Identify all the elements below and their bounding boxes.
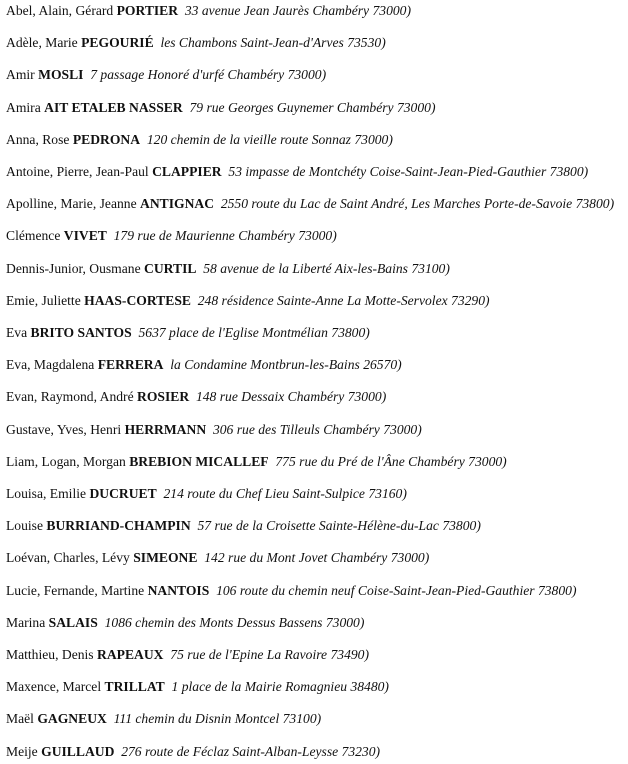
given-names: Gustave, Yves, Henri (6, 421, 122, 437)
given-names: Eva, Magdalena (6, 357, 95, 373)
given-names: Eva (6, 325, 28, 340)
address: 214 route du Chef Lieu Saint-Sulpice 73160) (163, 486, 407, 501)
address: 53 impasse de Montchéty Coise-Saint-Jean-Pied-Gauthier 73800) (228, 164, 589, 179)
surname: SIMEONE (133, 550, 198, 566)
surname: AIT ETALEB NASSER (44, 99, 183, 115)
list-item (6, 548, 429, 568)
surname: PEDRONA (72, 131, 141, 147)
list-item (6, 645, 369, 665)
surname: HERRMANN (124, 421, 207, 437)
given-names: Meije (6, 743, 38, 759)
given-names: Marina (6, 614, 46, 630)
surname: BREBION MICALLEF (129, 453, 269, 469)
given-names: Louisa, Emilie (6, 486, 87, 501)
address: 2550 route du Lac de Saint André, Les Marches Porte-de-Savoie 73800) (220, 196, 615, 212)
address: 75 rue de l'Epine La Ravoire 73490) (170, 647, 369, 662)
surname: NANTOIS (147, 582, 210, 598)
address: la Condamine Montbrun-les-Bains 26570) (170, 357, 402, 373)
given-names: Maxence, Marcel (6, 679, 102, 695)
given-names: Matthieu, Denis (6, 647, 94, 662)
given-names: Abel, Alain, Gérard (6, 3, 114, 18)
address: 5637 place de l'Eglise Montmélian 73800) (138, 325, 370, 340)
surname: CURTIL (144, 260, 197, 276)
address: 111 chemin du Disnin Montcel 73100) (113, 711, 322, 727)
list-item (6, 452, 507, 472)
given-names: Clémence (6, 228, 61, 244)
list-item (6, 677, 389, 697)
list-item (6, 742, 380, 762)
surname: MOSLI (38, 67, 84, 83)
address: 276 route de Féclaz Saint-Alban-Leysse 73230) (121, 743, 381, 759)
surname: FERRERA (97, 357, 164, 373)
given-names: Adèle, Marie (6, 35, 78, 51)
address: 7 passage Honoré d'urfé Chambéry 73000) (90, 67, 327, 83)
address: 1086 chemin des Monts Dessus Bassens 73000) (104, 614, 365, 630)
list-item (6, 226, 337, 246)
given-names: Anna, Rose (6, 131, 70, 147)
address: 33 avenue Jean Jaurès Chambéry 73000) (184, 3, 411, 18)
address: 148 rue Dessaix Chambéry 73000) (195, 389, 387, 405)
address: 120 chemin de la vieille route Sonnaz 73000) (146, 131, 393, 147)
given-names: Apolline, Marie, Jeanne (6, 196, 137, 212)
address: 248 résidence Sainte-Anne La Motte-Servolex 73290) (197, 292, 490, 308)
address: 306 rue des Tilleuls Chambéry 73000) (212, 421, 422, 437)
list-item (6, 355, 402, 375)
surname: GAGNEUX (37, 711, 107, 727)
surname: ROSIER (137, 389, 190, 405)
list-item (6, 130, 393, 150)
given-names: Maël (6, 711, 34, 727)
surname: PORTIER (116, 3, 179, 18)
address: 775 rue du Pré de l'Âne Chambéry 73000) (275, 453, 507, 469)
surname: ANTIGNAC (140, 196, 215, 212)
list-item (6, 162, 588, 182)
surname: BRITO SANTOS (30, 325, 132, 340)
list-item (6, 33, 386, 53)
surname: BURRIAND-CHAMPIN (46, 518, 191, 534)
list-item (6, 516, 481, 536)
given-names: Lucie, Fernande, Martine (6, 582, 145, 598)
list-item (6, 194, 614, 214)
address: 58 avenue de la Liberté Aix-les-Bains 73100) (203, 260, 450, 276)
surname: RAPEAUX (97, 647, 164, 662)
list-item (6, 387, 386, 407)
given-names: Loévan, Charles, Lévy (6, 550, 130, 566)
list-item (6, 259, 450, 279)
list-item (6, 1, 411, 21)
list-item (6, 291, 490, 311)
address: 1 place de la Mairie Romagnieu 38480) (171, 679, 389, 695)
list-item (6, 581, 576, 601)
surname: TRILLAT (104, 679, 165, 695)
list-item (6, 65, 326, 85)
address: 79 rue Georges Guynemer Chambéry 73000) (189, 99, 436, 115)
surname: CLAPPIER (152, 164, 222, 179)
address: 106 route du chemin neuf Coise-Saint-Jean-Pied-Gauthier 73800) (216, 582, 577, 598)
surname: SALAIS (48, 614, 98, 630)
surname: GUILLAUD (41, 743, 115, 759)
list-item (6, 613, 364, 633)
address: 57 rue de la Croisette Sainte-Hélène-du-Lac 73800) (197, 518, 481, 534)
given-names: Antoine, Pierre, Jean-Paul (6, 164, 149, 179)
surname: PEGOURIÉ (81, 35, 154, 51)
address: 142 rue du Mont Jovet Chambéry 73000) (204, 550, 430, 566)
given-names: Emie, Juliette (6, 292, 81, 308)
address: 179 rue de Maurienne Chambéry 73000) (113, 228, 337, 244)
list-item (6, 484, 407, 504)
given-names: Evan, Raymond, André (6, 389, 134, 405)
given-names: Dennis-Junior, Ousmane (6, 260, 141, 276)
given-names: Louise (6, 518, 43, 534)
list-item (6, 420, 422, 440)
given-names: Liam, Logan, Morgan (6, 453, 126, 469)
given-names: Amira (6, 99, 41, 115)
surname: DUCRUET (89, 486, 157, 501)
list-item (6, 323, 370, 343)
surname: VIVET (63, 228, 107, 244)
address: les Chambons Saint-Jean-d'Arves 73530) (160, 35, 386, 51)
given-names: Amir (6, 67, 35, 83)
list-item (6, 709, 321, 729)
list-item (6, 98, 435, 118)
surname: HAAS-CORTESE (84, 292, 191, 308)
